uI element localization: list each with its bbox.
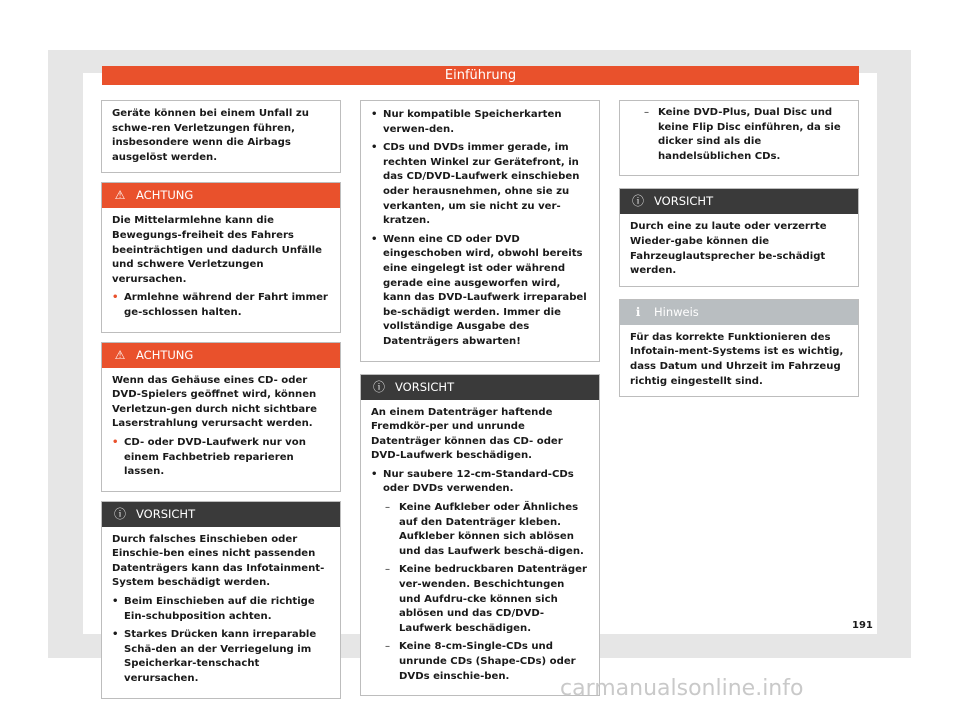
caution-bullet: • Nur kompatible Speicherkarten verwen-den. [371,109,562,135]
caution-box-2 [360,374,600,697]
caution-text: Durch falsches Einschieben oder Einschie-ben eines nicht passenden Datenträgers kann das Infotainment-System beschädigt werden. [112,533,325,589]
caution-title: VORSICHT [395,379,455,394]
warning-bullet: • CD- oder DVD-Laufwerk nur von einem Fachbetrieb reparieren lassen. [112,436,306,478]
info-icon: ℹ [635,304,641,319]
caution-text: An einem Datenträger haftende Fremdkör-per und unrunde Datenträger können das CD- oder DVD-Laufwerk beschädigen. [371,406,563,462]
warning-header [102,343,340,368]
caution-continued-box-2 [619,100,859,176]
column-2 [360,100,600,705]
caution-title: VORSICHT [654,194,714,209]
warning-bullet: • Armlehne während der Fahrt immer ge-schlossen halten. [112,292,328,318]
warning-triangle-icon: ⚠ [114,347,126,362]
caution-dash-item: – Keine 8-cm-Single-CDs und unrunde CDs (Shape-CDs) oder DVDs einschie-ben. [385,641,576,682]
caution-bullet: • Beim Einschieben auf die richtige Ein-schubposition achten. [112,596,315,622]
warning-text: Die Mittelarmlehne kann die Bewegungs-freiheit des Fahrers beeinträchtigen und dadurch Unfälle und schwere Verletzungen verursachen. [112,215,322,285]
warning-header [102,183,340,208]
caution-header [620,189,858,214]
caution-bullet: • Wenn eine CD oder DVD eingeschoben wird, obwohl bereits eine eingelegt ist oder während gerade eine ausgeworfen wird, kann das DVD-Laufwerk irreparabel be-schädigt werden. Immer die vollständige Ausgabe des Datenträgers abwarten! [371,233,587,347]
caution-bullet: • Nur saubere 12-cm-Standard-CDs oder DVDs verwenden. [371,468,574,495]
caution-circle-icon: ⓘ [372,379,385,394]
caution-circle-icon: ⓘ [631,194,644,209]
warning-text: Wenn das Gehäuse eines CD- oder DVD-Spielers geöffnet wird, können Verletzun-gen durch nicht sichtbare Laserstrahlung verursacht werden. [112,374,317,430]
caution-dash-item: – Keine bedruckbaren Datenträger ver-wenden. Beschichtungen und Aufdru-cke können sich ablösen und das CD/DVD-Laufwerk beschädigen. [385,564,587,634]
caution-bullet: • CDs und DVDs immer gerade, im rechten Winkel zur Gerätefront, in das CD/DVD-Laufwerk einschieben oder herausnehmen, ohne sie zu verkanten, um sie nicht zu ver-kratzen. [371,142,580,227]
caution-circle-icon: ⓘ [113,506,126,521]
watermark: carmanualsonline.info [560,676,804,701]
warning-triangle-icon: ⚠ [114,188,126,203]
caution-box-3 [619,188,859,286]
section-header: Einführung [102,66,859,85]
note-box [619,299,859,397]
column-3 [619,100,859,406]
note-header [620,300,858,325]
page-number: 191 [852,620,873,631]
column-1 [101,100,341,708]
caution-dash-item: – Keine Aufkleber oder Ähnliches auf den Datenträger kleben. Aufkleber können sich ablösen und das Laufwerk beschä-digen. [385,502,584,557]
caution-continued-box [360,100,600,362]
intro-text: Geräte können bei einem Unfall zu schwe-ren Verletzungen führen, insbesondere wenn die Airbags ausgelöst werden. [112,108,309,163]
caution-text: Durch eine zu laute oder verzerrte Wieder-gabe können die Fahrzeuglautsprecher be-schädigt werden. [630,221,827,277]
caution-header [102,502,340,527]
caution-title: VORSICHT [136,506,196,521]
caution-header [361,375,599,400]
intro-box [101,100,341,173]
warning-box-2 [101,342,341,492]
note-title: Hinweis [654,304,699,319]
caution-bullet: • Starkes Drücken kann irreparable Schä-den an der Verriegelung im Speicherkar-tenschacht verursachen. [112,629,317,685]
warning-title: ACHTUNG [136,188,194,203]
caution-box-1 [101,501,341,699]
note-text: Für das korrekte Funktionieren des Infotain-ment-Systems ist es wichtig, dass Datum und Uhrzeit im Fahrzeug richtig eingestellt sind. [630,331,844,387]
warning-box-1 [101,182,341,332]
caution-dash-item: – Keine DVD-Plus, Dual Disc und keine Flip Disc einführen, da sie dicker sind als die handelsüblichen CDs. [644,107,841,162]
warning-title: ACHTUNG [136,347,194,362]
